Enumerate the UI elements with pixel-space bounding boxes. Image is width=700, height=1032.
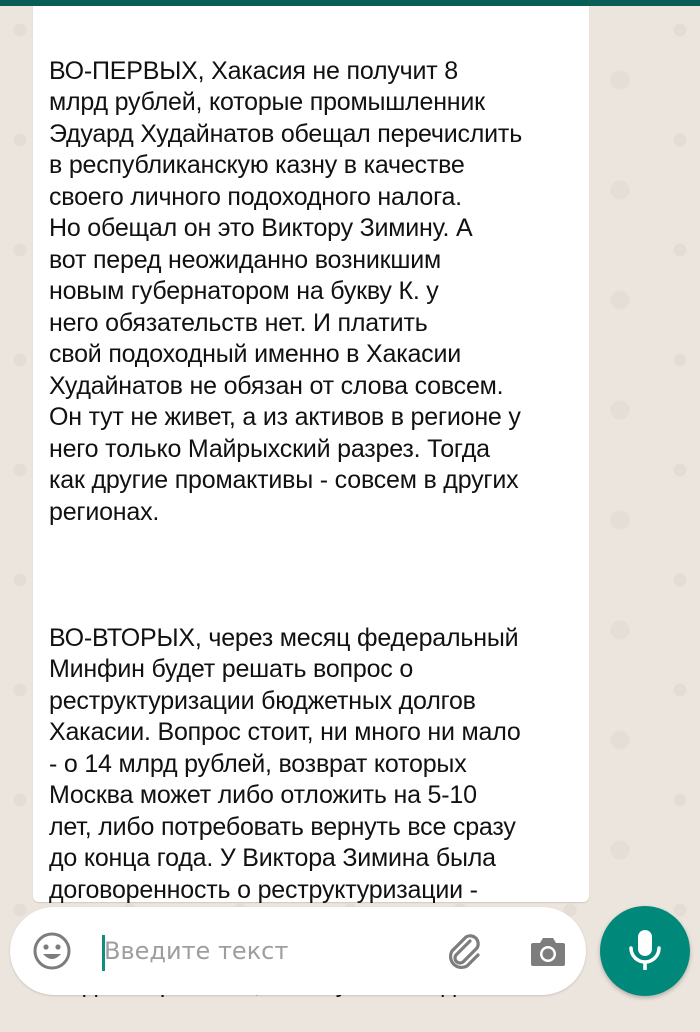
message-input[interactable] xyxy=(96,931,434,971)
message-composer xyxy=(10,907,586,995)
microphone-button[interactable] xyxy=(600,906,690,996)
paragraph-spacer xyxy=(49,560,575,592)
microphone-icon xyxy=(625,928,665,974)
emoji-icon[interactable] xyxy=(32,931,72,971)
message-paragraph-1: ВО-ПЕРВЫХ, Хакасия не получит 8 млрд рублей, которые промышленник Эдуард Худайнатов обещал перечислить в республиканскую казну в качестве своего личного подоходного налога. Но обещал он это Виктору Зимину. А вот перед неожиданно возникшим новым губернатором на букву К. у него обязательств нет. И платить свой подоходный именно в Хакасии Худайнатов не обязан от слова совсем. Он тут не живет, а из активов в регионе у него только Майрыхский разрез. Тогда как другие промактивы - совсем в других регионах. xyxy=(49,56,523,526)
message-bubble[interactable] xyxy=(33,6,589,902)
paperclip-icon[interactable] xyxy=(442,929,486,973)
text-cursor xyxy=(102,935,105,971)
message-paragraph-2: ВО-ВТОРЫХ, через месяц федеральный Минфин будет решать вопрос о реструктуризации бюджетных долгов Хакасии. Вопрос стоит, ни много ни мало - о 14 млрд рублей, возврат которых Москва может либо отложить на 5-10 лет, либо потребовать вернуть все сразу до конца года. У Виктора Зимина была договоренность о реструктуризации - xyxy=(49,623,521,904)
message-text xyxy=(33,6,589,1032)
camera-icon[interactable] xyxy=(528,931,568,971)
